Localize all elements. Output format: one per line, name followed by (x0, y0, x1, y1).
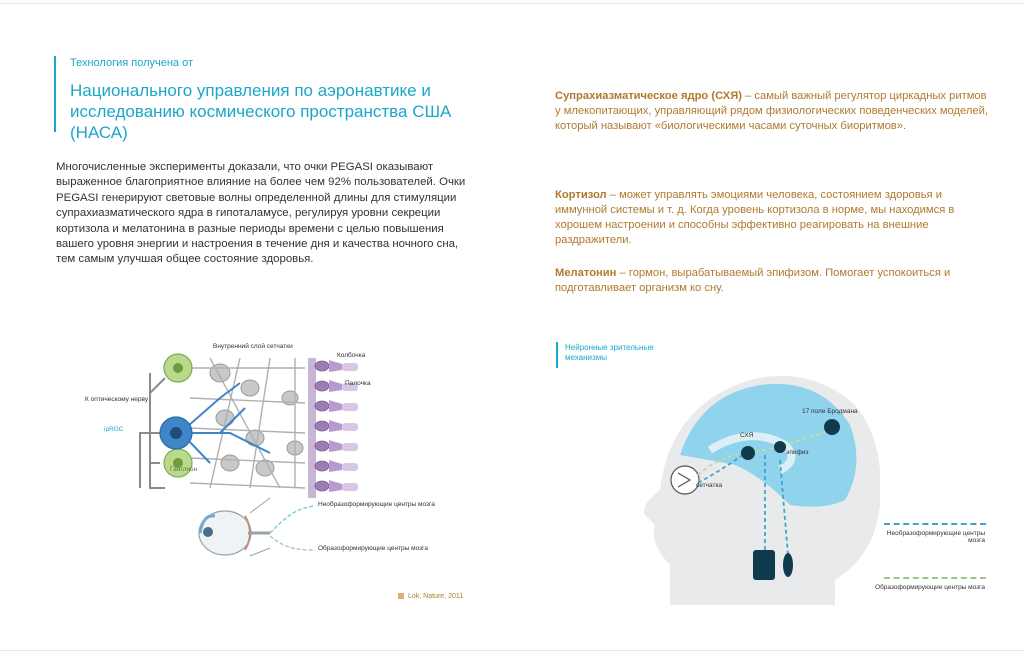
ganglion-nucleus (173, 363, 183, 373)
scn-node (741, 446, 755, 460)
definition-scn (555, 89, 990, 134)
photoreceptor-column (308, 358, 358, 498)
caption-non-image-centers: Необразоформирующие центры мозга (318, 501, 435, 508)
pineal-node (774, 441, 786, 453)
definition-text: – самый важный регулятор циркадных ритмов у млекопитающих, управляющий рядом физиологических поведенческих моделей, который называют «биологическими часами суточных биоритмов». (555, 90, 988, 132)
credit-text: Lok, Nature, 2011 (408, 593, 464, 600)
non-image-pathway (270, 506, 315, 533)
eye-circle (671, 466, 699, 494)
legend-line-image (884, 577, 986, 579)
top-divider (0, 3, 1024, 4)
iprgc-dendrites (188, 383, 270, 463)
bottom-divider (0, 650, 1024, 651)
definition-term: Мелатонин (555, 267, 617, 279)
definition-term: Супрахиазматическое ядро (СХЯ) (555, 90, 742, 102)
brain-diagram-title: Нейронные зрительные механизмы (565, 343, 654, 362)
caption-inner-layer: Внутренний слой сетчатки (213, 343, 293, 350)
intro-line: Технология получена от (70, 57, 194, 69)
title-accent-bar (54, 56, 56, 132)
eye-illustration (199, 511, 270, 555)
caption-cones: Колбочка (337, 352, 366, 359)
image-credit (398, 593, 463, 600)
retina-diagram (80, 338, 460, 578)
brain-label-retina: сетчатка (696, 482, 723, 489)
caption-optic-nerve: К оптическому нерву (85, 396, 149, 403)
definition-melatonin (555, 266, 990, 296)
legend-label-image: Образоформирующие центры мозга (875, 584, 985, 591)
iprgc-nucleus (170, 427, 182, 439)
definition-term: Кортизол (555, 189, 607, 201)
legend-line-non-image (884, 523, 986, 525)
caption-ganglion: Ганглион (170, 466, 198, 473)
page-title: Национального управления по аэронавтике и исследованию космического пространства США (НАСА) (70, 81, 452, 142)
body-paragraph: Многочисленные эксперименты доказали, что очки PEGASI оказывают выраженное благоприятное влияние на более чем 92% пользователей. Очки PEGASI генерируют световые волны определенной длины для стимуляции супрахиазматического ядра в гипоталамусе, регулируя уровни секреции кортизола и мелатонина в разные периоды времени с целью повышения вашего уровня энергии и настроения в течение дня и качества ночного сна, тем самым улучшая общее состояние здоровья. (56, 161, 466, 266)
credit-square-icon (398, 593, 404, 599)
brodmann-node (824, 419, 840, 435)
brain-label-pineal: эпифиз (786, 449, 809, 456)
caption-rods: Палочка (345, 380, 371, 387)
caption-iprgc: ipRGC (104, 426, 124, 433)
eye-zoom-line (250, 548, 270, 556)
definition-text: – гормон, вырабатываемый эпифизом. Помогает успокоиться и подготавливает организм ко сну. (555, 267, 951, 294)
photoreceptor-base (308, 358, 316, 498)
brain-label-scn: СХЯ (740, 432, 754, 439)
definition-cortisol (555, 188, 990, 248)
legend-label-non-image: Необразоформирующие центры мозга (886, 530, 985, 544)
definition-text: – может управлять эмоциями человека, состоянием здоровья и иммунной системы и т. д. Когда уровень кортизола в норме, мы находимся в хорошем настроении и способны эффективно реагировать на внешние раздражители. (555, 189, 955, 246)
adrenal-node (783, 553, 793, 577)
dendrite-lines (190, 358, 305, 488)
spinal-ganglion (753, 550, 775, 580)
brain-label-brodmann: 17 поле Бродмана (802, 408, 858, 415)
brain-diagram (640, 365, 880, 605)
brain-title-accent-bar (556, 342, 558, 368)
image-pathway (270, 536, 315, 550)
caption-image-centers: Образоформирующие центры мозга (318, 545, 428, 552)
eye-zoom-line (250, 498, 270, 513)
